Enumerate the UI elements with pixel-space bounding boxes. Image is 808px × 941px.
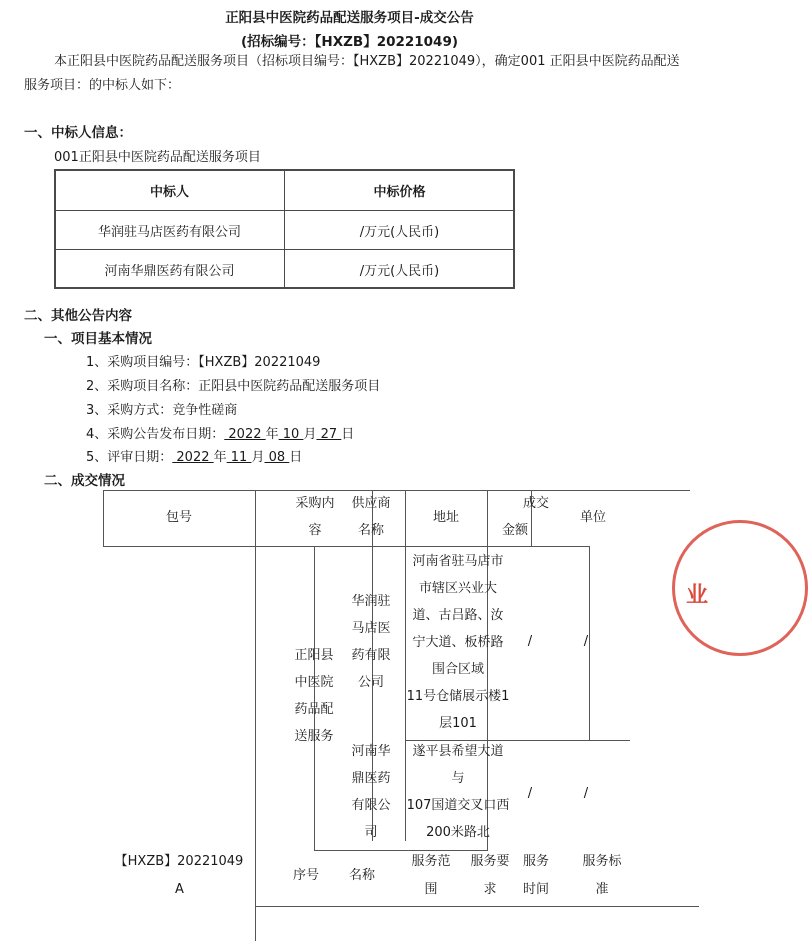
header-amount-1: 成交	[522, 496, 549, 511]
supplier1-address: 河南省驻马店市	[412, 554, 504, 569]
day-char: 日	[341, 427, 355, 442]
table-header-row	[55, 170, 515, 211]
item-project-number: 1、采购项目编号：【HXZB】20221049	[86, 355, 321, 370]
services-header-scope-2: 围	[424, 882, 438, 897]
page-subtitle: (招标编号：【HXZB】20221049)	[240, 34, 459, 50]
item-procurement-method: 3、采购方式：竞争性磋商	[86, 403, 238, 418]
publish-date-label: 4、采购公告发布日期：	[86, 427, 225, 442]
services-header-scope-1: 服务范	[411, 854, 451, 869]
page-title: 正阳县中医院药品配送服务项目-成交公告	[225, 10, 474, 26]
item-review-date	[86, 446, 302, 465]
item-project-name: 2、采购项目名称：正阳县中医院药品配送服务项目	[86, 379, 381, 394]
content-line: 送服务	[294, 729, 334, 744]
publish-day: 27	[316, 427, 342, 442]
month-char: 月	[251, 450, 265, 465]
section2-heading: 二、其他公告内容	[24, 308, 132, 324]
header-supplier-2: 名称	[357, 523, 384, 538]
supplier1-address: 层101	[439, 716, 477, 731]
table-row	[55, 211, 515, 250]
services-header-time-1: 服务	[522, 854, 549, 869]
intro-paragraph: 本正阳县中医院药品配送服务项目（招标项目编号：【HXZB】20221049），确定001 正阳县中医院药品配送服务项目：的中标人如下：	[24, 54, 680, 93]
lot-name: 001正阳县中医院药品配送服务项目	[54, 150, 261, 165]
content-line: 正阳县	[294, 648, 334, 663]
package-number: 【HXZB】20221049	[114, 854, 244, 869]
winner-name: 华润驻马店医药有限公司	[55, 211, 285, 250]
package-letter: A	[175, 882, 184, 897]
services-header-std-1: 服务标	[582, 854, 622, 869]
table-line	[255, 490, 256, 941]
day-char: 日	[289, 450, 303, 465]
supplier1-name: 华润驻	[351, 594, 391, 609]
supplier1-unit: /	[583, 634, 589, 649]
services-header-req-1: 服务要	[470, 854, 510, 869]
winner-price: /万元(人民币)	[285, 250, 515, 289]
header-package: 包号	[165, 510, 192, 525]
supplier2-amount: /	[527, 786, 533, 801]
publish-year: 2022	[224, 427, 266, 442]
table-line	[103, 546, 589, 547]
year-char: 年	[213, 450, 227, 465]
deal-heading: 二、成交情况	[44, 473, 125, 489]
supplier1-name: 药有限	[351, 648, 391, 663]
winner-price: /万元(人民币)	[285, 211, 515, 250]
services-header-time-2: 时间	[522, 882, 549, 897]
seal-text: 业	[686, 583, 709, 608]
supplier1-name: 公司	[357, 675, 384, 690]
supplier1-address: 道、古吕路、汝	[412, 608, 504, 623]
review-year: 2022	[172, 450, 214, 465]
supplier2-name: 司	[364, 825, 378, 840]
header-winner: 中标人	[55, 170, 285, 211]
content-line: 中医院	[294, 675, 334, 690]
header-price: 中标价格	[285, 170, 515, 211]
item-publish-date	[86, 423, 354, 442]
table-row	[55, 250, 515, 289]
services-header-name: 名称	[348, 868, 375, 883]
header-content-2: 容	[308, 523, 322, 538]
supplier2-name: 有限公	[351, 798, 391, 813]
header-supplier-1: 供应商	[351, 496, 391, 511]
services-header-no: 序号	[292, 868, 319, 883]
publish-month: 10	[278, 427, 304, 442]
supplier1-address: 宁大道、板桥路	[412, 635, 504, 650]
supplier1-address: 市辖区兴业大	[418, 581, 497, 596]
supplier1-name: 马店医	[351, 621, 391, 636]
supplier2-unit: /	[583, 786, 589, 801]
header-amount-2: 金额	[501, 523, 528, 538]
header-address: 地址	[432, 510, 459, 525]
content-line: 药品配	[294, 702, 334, 717]
winner-name: 河南华鼎医药有限公司	[55, 250, 285, 289]
supplier2-name: 鼎医药	[351, 771, 391, 786]
review-month: 11	[226, 450, 252, 465]
supplier2-address: 与	[451, 771, 465, 786]
supplier1-address: 围合区域	[431, 662, 484, 677]
basic-info-heading: 一、项目基本情况	[44, 331, 152, 347]
supplier2-name: 河南华	[351, 744, 391, 759]
services-header-std-2: 准	[595, 882, 609, 897]
header-unit: 单位	[579, 510, 606, 525]
services-header-req-2: 求	[483, 882, 497, 897]
review-date-label: 5、评审日期：	[86, 450, 173, 465]
supplier1-amount: /	[527, 634, 533, 649]
year-char: 年	[265, 427, 279, 442]
supplier2-address: 遂平县希望大道	[412, 744, 504, 759]
supplier2-address: 200米路北	[426, 825, 490, 840]
winner-table	[54, 169, 515, 289]
supplier1-address: 11号仓储展示楼1	[406, 689, 510, 704]
month-char: 月	[303, 427, 317, 442]
supplier2-address: 107国道交叉口西	[406, 798, 510, 813]
header-content-1: 采购内	[295, 496, 335, 511]
table-line	[255, 906, 699, 907]
review-day: 08	[264, 450, 290, 465]
section1-heading: 一、中标人信息：	[24, 125, 132, 141]
